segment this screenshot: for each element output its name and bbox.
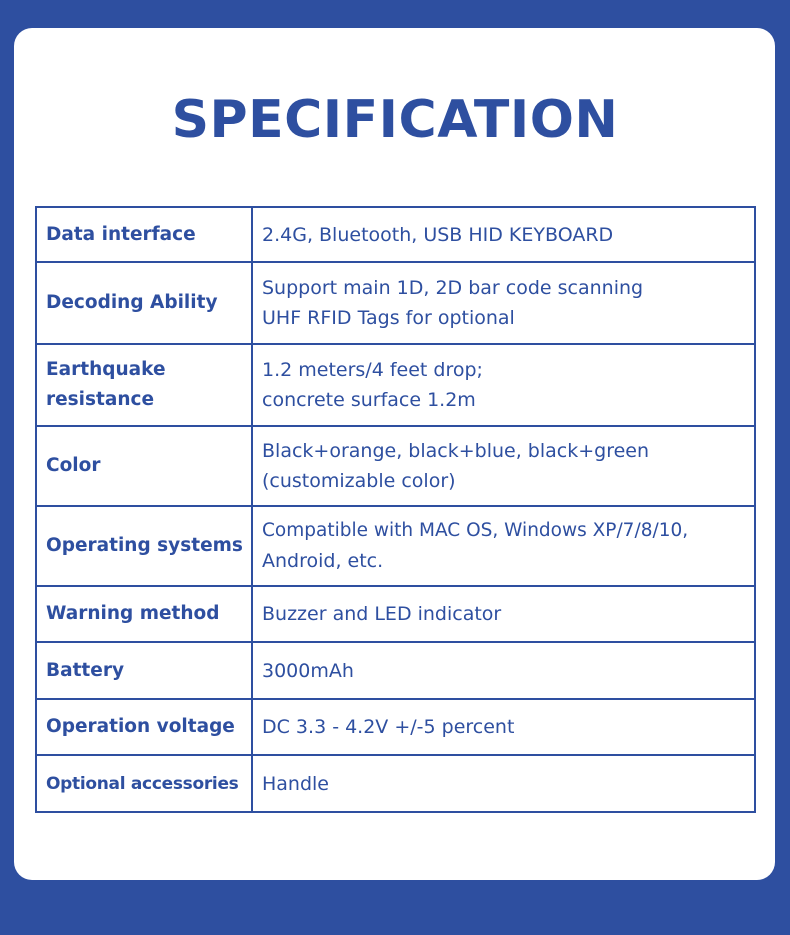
table-row: [36, 699, 755, 755]
spec-label-line: resistance: [46, 389, 155, 410]
spec-label: [36, 262, 252, 344]
spec-label-line: Operating systems: [46, 535, 243, 556]
spec-label: [36, 642, 252, 699]
spec-value: [252, 207, 755, 262]
table-row: [36, 586, 755, 642]
table-row: [36, 262, 755, 344]
page-title: SPECIFICATION: [171, 90, 619, 150]
spec-label: [36, 699, 252, 755]
table-row: [36, 755, 755, 812]
spec-table: [35, 206, 756, 813]
spec-value-line: 3000mAh: [262, 659, 354, 682]
spec-value: [252, 344, 755, 426]
table-row: [36, 207, 755, 262]
spec-value-line: 2.4G, Bluetooth, USB HID KEYBOARD: [262, 223, 614, 246]
spec-label-line: Operation voltage: [46, 716, 235, 737]
spec-label: [36, 755, 252, 812]
table-row: [36, 506, 755, 586]
spec-value: [252, 426, 755, 506]
spec-label: [36, 506, 252, 586]
spec-label-line: Color: [46, 455, 101, 476]
spec-value-line: Black+orange, black+blue, black+green: [262, 440, 650, 462]
spec-label: [36, 426, 252, 506]
spec-value: [252, 642, 755, 699]
spec-value-line: UHF RFID Tags for optional: [262, 307, 515, 329]
spec-value-line: Compatible with MAC OS, Windows XP/7/8/10,: [262, 520, 689, 541]
spec-value-line: Support main 1D, 2D bar code scanning: [262, 277, 644, 299]
spec-value-line: concrete surface 1.2m: [262, 389, 476, 411]
spec-value-line: Handle: [262, 772, 330, 795]
spec-label: [36, 207, 252, 262]
spec-value-line: DC 3.3 - 4.2V +/-5 percent: [262, 716, 515, 738]
spec-label-line: Warning method: [46, 603, 220, 624]
spec-label: [36, 344, 252, 426]
spec-label-line: Data interface: [46, 223, 196, 245]
spec-value: [252, 262, 755, 344]
spec-label-line: Battery: [46, 659, 125, 681]
table-row: [36, 344, 755, 426]
spec-value-line: (customizable color): [262, 470, 456, 492]
spec-value: [252, 586, 755, 642]
table-row: [36, 426, 755, 506]
spec-value: [252, 699, 755, 755]
spec-value: [252, 506, 755, 586]
spec-label-line: Earthquake: [46, 359, 166, 380]
spec-value-line: Buzzer and LED indicator: [262, 603, 502, 625]
spec-label: [36, 586, 252, 642]
spec-label-line: Decoding Ability: [46, 292, 218, 313]
spec-value-line: Android, etc.: [262, 550, 384, 572]
spec-value-line: 1.2 meters/4 feet drop;: [262, 359, 483, 381]
table-row: [36, 642, 755, 699]
spec-label-line: Optional accessories: [46, 773, 239, 794]
spec-value: [252, 755, 755, 812]
